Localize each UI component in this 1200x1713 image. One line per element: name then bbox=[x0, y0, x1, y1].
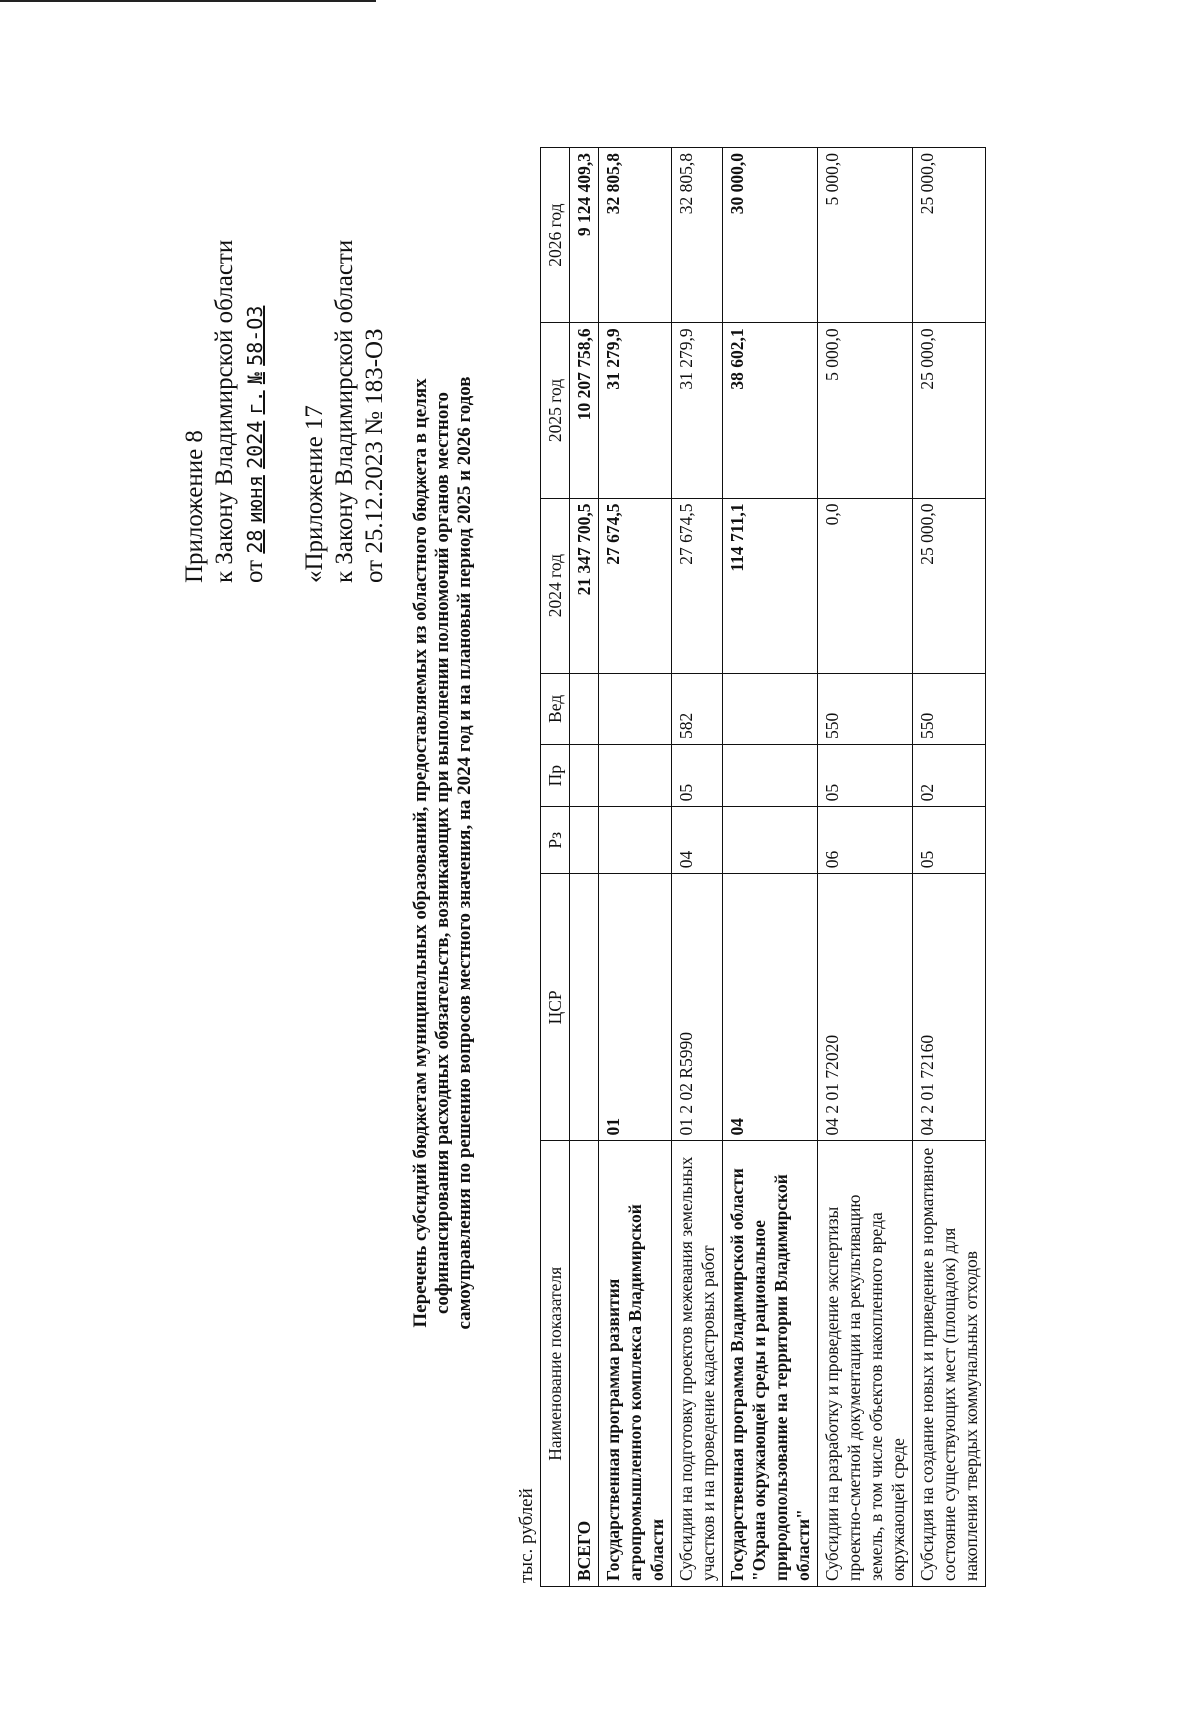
table-row bbox=[570, 148, 599, 1587]
col-header-pr: Пр bbox=[541, 745, 570, 807]
row-name: Государственная программа Владимирской области "Охрана окружающей среды и рациональное природопользование на территории Владимирской области" bbox=[723, 1141, 818, 1587]
row-name: Субсидии на подготовку проектов межевания земельных участков и на проведение кадастровых работ bbox=[672, 1141, 723, 1587]
row-name: Субсидия на создание новых и приведение в нормативное состояние существующих мест (площадок) для накопления твердых коммунальных отходов bbox=[913, 1141, 986, 1587]
row-rz: 06 bbox=[818, 807, 913, 874]
row-2026: 25 000,0 bbox=[913, 148, 986, 323]
date-year: 2024 bbox=[243, 420, 267, 469]
row-2024: 25 000,0 bbox=[913, 498, 986, 673]
row-2025: 5 000,0 bbox=[818, 323, 913, 498]
col-header-2026: 2026 год bbox=[541, 148, 570, 323]
row-csr: 04 bbox=[723, 874, 818, 1141]
row-pr: 05 bbox=[672, 745, 723, 807]
row-csr: 04 2 01 72160 bbox=[913, 874, 986, 1141]
row-2025: 25 000,0 bbox=[913, 323, 986, 498]
row-rz bbox=[570, 807, 599, 874]
row-csr: 04 2 01 72020 bbox=[818, 874, 913, 1141]
row-rz bbox=[599, 807, 672, 874]
row-ved bbox=[570, 673, 599, 744]
date-prefix: от bbox=[241, 559, 268, 583]
previous-appendix-number: «Приложение 17 bbox=[301, 405, 328, 583]
law-date-line bbox=[240, 240, 270, 583]
col-header-csr: ЦСР bbox=[541, 874, 570, 1141]
row-2024: 0,0 bbox=[818, 498, 913, 673]
col-header-rz: Рз bbox=[541, 807, 570, 874]
row-ved: 550 bbox=[913, 673, 986, 744]
col-header-ved: Вед bbox=[541, 673, 570, 744]
table-row bbox=[599, 148, 672, 1587]
row-2026: 30 000,0 bbox=[723, 148, 818, 323]
row-rz bbox=[723, 807, 818, 874]
previous-law-date: от 25.12.2023 № 183-ОЗ bbox=[361, 328, 388, 583]
row-csr bbox=[570, 874, 599, 1141]
year-suffix: г. bbox=[243, 390, 267, 415]
row-rz: 04 bbox=[672, 807, 723, 874]
row-2025: 31 279,9 bbox=[599, 323, 672, 498]
table-row bbox=[723, 148, 818, 1587]
subsidies-table bbox=[540, 147, 986, 1587]
row-2026: 9 124 409,3 bbox=[570, 148, 599, 323]
row-pr bbox=[723, 745, 818, 807]
row-ved: 550 bbox=[818, 673, 913, 744]
date-month: июня bbox=[243, 475, 267, 524]
row-csr: 01 2 02 R5990 bbox=[672, 874, 723, 1141]
row-2026: 5 000,0 bbox=[818, 148, 913, 323]
law-number: 58-ОЗ bbox=[243, 305, 267, 366]
row-rz: 05 bbox=[913, 807, 986, 874]
row-2024: 114 711,1 bbox=[723, 498, 818, 673]
row-pr: 02 bbox=[913, 745, 986, 807]
row-2025: 38 602,1 bbox=[723, 323, 818, 498]
col-header-2024: 2024 год bbox=[541, 498, 570, 673]
law-reference: к Закону Владимирской области bbox=[211, 239, 238, 583]
row-pr: 05 bbox=[818, 745, 913, 807]
document-title: Перечень субсидий бюджетам муниципальных образований, предоставляемых из областного бюджета в целях софинансирования расходных обязательств, возникающих при выполнении полномочий органов местного самоуправления по решению вопросов местного значения, на 2024 год и на плановый период 2025 и 2026 годов bbox=[410, 376, 475, 1330]
row-ved bbox=[599, 673, 672, 744]
previous-law-reference: к Закону Владимирской области bbox=[331, 239, 358, 583]
row-2026: 32 805,8 bbox=[599, 148, 672, 323]
row-2024: 27 674,5 bbox=[672, 498, 723, 673]
number-sign: № bbox=[243, 372, 267, 385]
row-2026: 32 805,8 bbox=[672, 148, 723, 323]
row-pr bbox=[599, 745, 672, 807]
row-name: Государственная программа развития агропромышленного комплекса Владимирской области bbox=[599, 1141, 672, 1587]
row-ved: 582 bbox=[672, 673, 723, 744]
row-pr bbox=[570, 745, 599, 807]
table-row bbox=[672, 148, 723, 1587]
row-2024: 27 674,5 bbox=[599, 498, 672, 673]
table-header-row bbox=[541, 148, 570, 1587]
table-row bbox=[913, 148, 986, 1587]
row-2024: 21 347 700,5 bbox=[570, 498, 599, 673]
row-2025: 31 279,9 bbox=[672, 323, 723, 498]
table-row bbox=[818, 148, 913, 1587]
row-csr: 01 bbox=[599, 874, 672, 1141]
row-ved bbox=[723, 673, 818, 744]
col-header-name: Наименование показателя bbox=[541, 1141, 570, 1587]
col-header-2025: 2025 год bbox=[541, 323, 570, 498]
appendix-header bbox=[180, 240, 390, 583]
row-name: ВСЕГО bbox=[570, 1141, 599, 1587]
row-name: Субсидии на разработку и проведение экспертизы проектно-сметной документации на рекультивацию земель, в том числе объектов накопленного вреда окружающей среде bbox=[818, 1141, 913, 1587]
date-day: 28 bbox=[243, 529, 267, 554]
appendix-number: Приложение 8 bbox=[181, 430, 208, 583]
units-label: тыс. рублей bbox=[516, 1488, 537, 1583]
row-2025: 10 207 758,6 bbox=[570, 323, 599, 498]
